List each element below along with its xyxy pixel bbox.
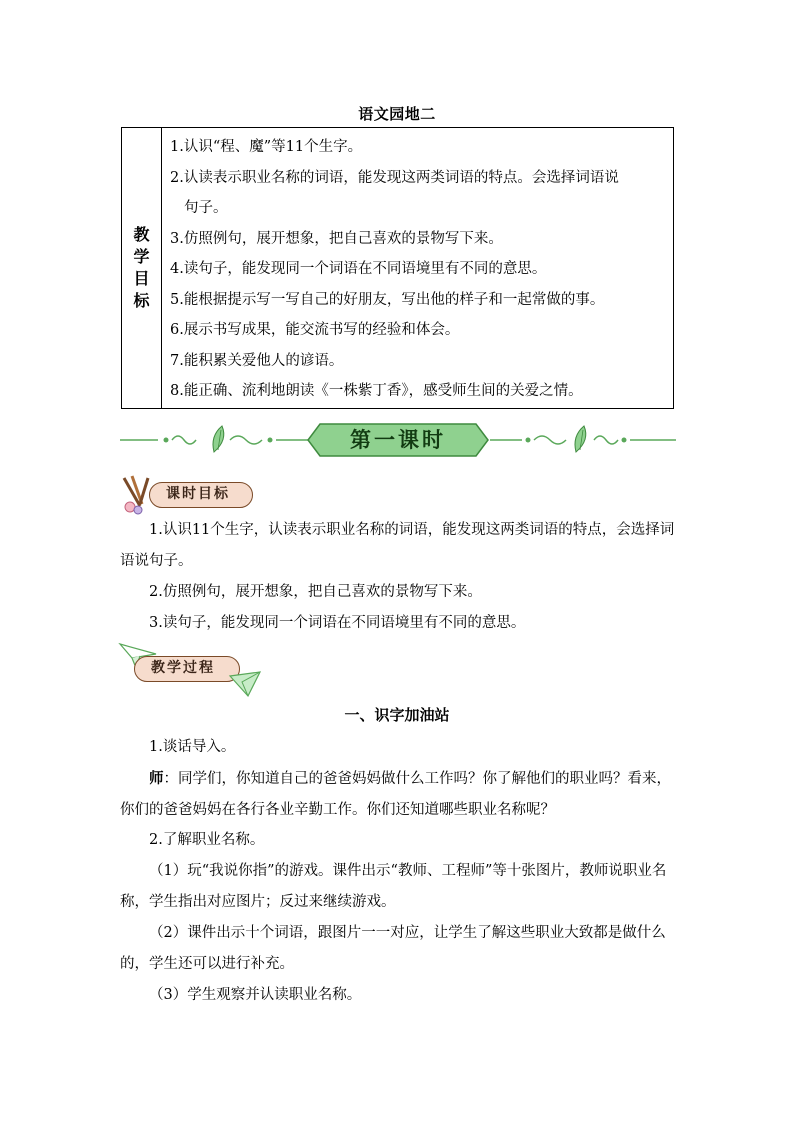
process-substep: （2）课件出示十个词语，跟图片一一对应，让学生了解这些职业大致都是做什么的，学生还可以进行补充。 — [120, 925, 666, 972]
goals-list — [162, 128, 673, 408]
goal-item: 6.展示书写成果，能交流书写的经验和体会。 — [170, 322, 460, 338]
process-step: 1.谈话导入。 — [149, 739, 236, 755]
goal-item-continuation: 句子。 — [184, 200, 228, 216]
goal-item: 8.能正确、流利地朗读《一株紫丁香》，感受师生间的关爱之情。 — [170, 383, 583, 399]
goals-label-char-4: 标 — [133, 291, 150, 310]
teacher-label: 师 — [149, 770, 164, 787]
lesson-objectives-tag: 课时目标 — [149, 482, 253, 508]
teacher-dialogue — [120, 763, 680, 826]
lesson-banner — [118, 420, 678, 460]
goals-label-char-3: 目 — [133, 269, 150, 288]
goals-label-char-1: 教 — [133, 225, 150, 244]
lesson-objective-item: 3.读句子，能发现同一个词语在不同语境里有不同的意思。 — [149, 615, 526, 631]
goal-item: 1.认识“程、魔”等11个生字。 — [170, 139, 363, 155]
paper-plane-icon — [228, 670, 262, 698]
goal-item: 5.能根据提示写一写自己的好朋友，写出他的样子和一起常做的事。 — [170, 291, 605, 308]
process-step: 2.了解职业名称。 — [149, 832, 265, 848]
process-substep: （3）学生观察并认读职业名称。 — [149, 987, 362, 1003]
teaching-process-tag: 教学过程 — [134, 656, 240, 682]
goal-item: 7.能积累关爱他人的谚语。 — [170, 352, 344, 369]
process-substep: （1）玩“我说你指”的游戏。课件出示“教师、工程师”等十张图片，教师说职业名称，学生指出对应图片；反过来继续游戏。 — [120, 863, 667, 910]
goals-label-cell — [122, 128, 162, 408]
goal-item: 3.仿照例句，展开想象，把自己喜欢的景物写下来。 — [170, 230, 503, 247]
teaching-goals-table — [121, 127, 674, 409]
section-heading: 一、识字加油站 — [344, 706, 450, 724]
lesson-objective-item: 2.仿照例句，展开想象，把自己喜欢的景物写下来。 — [149, 584, 482, 600]
lesson-objective-item: 1.认识11个生字，认读表示职业名称的词语，能发现这两类词语的特点，会选择词语说句子。 — [120, 522, 675, 569]
teacher-speech: ：同学们，你知道自己的爸爸妈妈做什么工作吗？你了解他们的职业吗？看来，你们的爸爸妈妈在各行各业辛勤工作。你们还知道哪些职业名称呢？ — [120, 771, 671, 818]
page-title: 语文园地二 — [358, 105, 436, 123]
goals-label-char-2: 学 — [133, 247, 150, 266]
banner-title: 第一课时 — [350, 427, 446, 452]
goal-item: 2.认读表示职业名称的词语，能发现这两类词语的特点。会选择词语说 — [170, 169, 619, 186]
goal-item: 4.读句子，能发现同一个词语在不同语境里有不同的意思。 — [170, 261, 547, 277]
